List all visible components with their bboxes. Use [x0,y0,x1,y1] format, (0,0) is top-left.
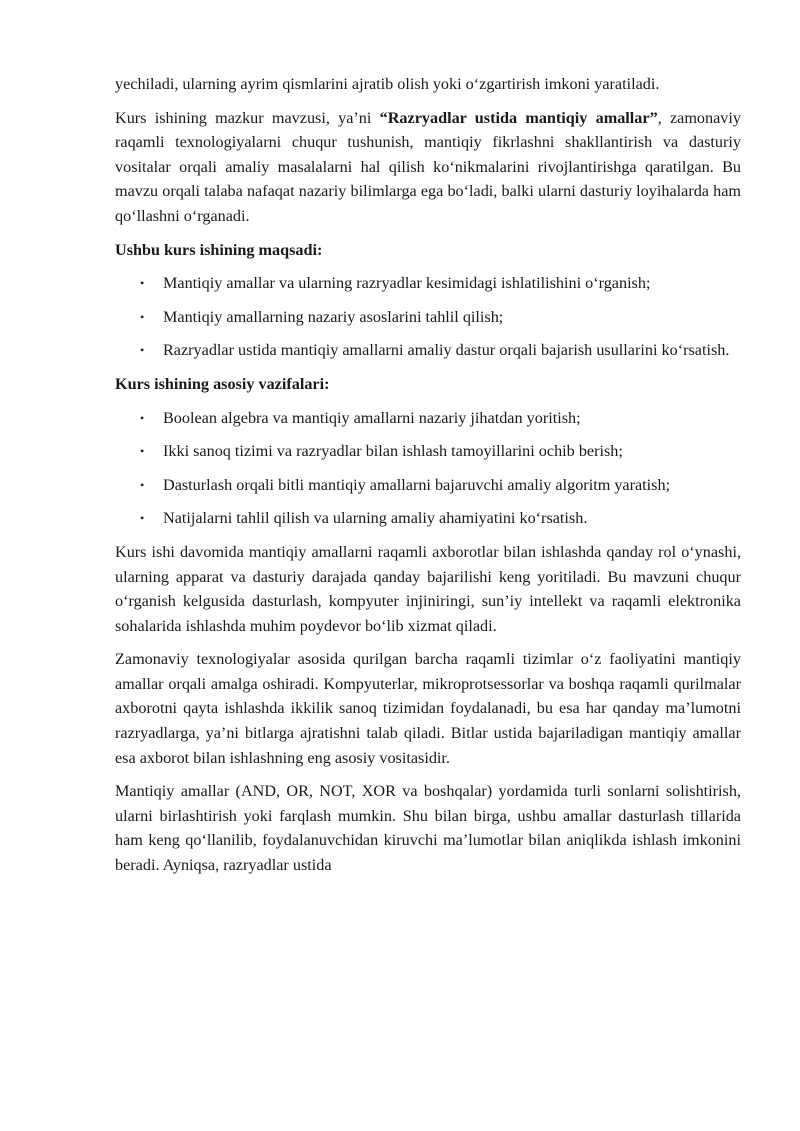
paragraph-topic [115,106,741,229]
list-item-text: Mantiqiy amallarning nazariy asoslarini tahlil qilish; [163,307,504,326]
list-item-text: Ikki sanoq tizimi va razryadlar bilan ishlash tamoyillarini ochib berish; [163,442,623,461]
bullet-icon: • [140,477,145,492]
topic-title: “Razryadlar ustida mantiqiy amallar” [379,108,658,127]
list-item [115,473,741,498]
tasks-heading: Kurs ishining asosiy vazifalari: [115,374,330,393]
list-item [115,439,741,464]
paragraph-intro-continuation: yechiladi, ularning ayrim qismlarini ajratib olish yoki o‘zgartirish imkoni yaratiladi. [115,75,660,93]
bullet-icon: • [140,410,145,425]
list-item-text: Dasturlash orqali bitli mantiqiy amallarni bajaruvchi amaliy algoritm yaratish; [163,475,671,494]
list-item-text: Natijalarni tahlil qilish va ularning amaliy ahamiyatini ko‘rsatish. [163,509,588,528]
goals-heading: Ushbu kurs ishining maqsadi: [115,240,323,259]
bullet-icon: • [140,444,145,459]
list-item-text: Razryadlar ustida mantiqiy amallarni amaliy dastur orqali bajarish usullarini ko‘rsatish. [163,341,730,360]
document-page [115,72,741,887]
list-item [115,305,741,330]
paragraph-topic-rest: , zamonaviy raqamli texnologiyalarni chuqur tushunish, mantiqiy fikrlashni shakllantirish va dasturiy vositalar orqali amaliy masalalarni hal qilish ko‘nikmalarini rivojlantirishga qaratilgan. Bu mavzu orqali talaba nafaqat nazariy bilimlarga ega bo‘ladi, balki ularni dasturiy loyihalarda ham qo‘llashni o‘rganadi. [115,108,741,225]
paragraph-digital-systems: Zamonaviy texnologiyalar asosida qurilgan barcha raqamli tizimlar o‘z faoliyatini mantiqiy amallar orqali amalga oshiradi. Kompyuterlar, mikroprotsessorlar va boshqa raqamli qurilmalar axborotni qayta ishlashda ikkilik sanoq tizimidan foydalanadi, bu esa har qanday ma’lumotni razryadlarga, ya’ni bitlarga ajratishni talab qiladi. Bitlar ustida bajariladigan mantiqiy amallar esa axborot bilan ishlashning eng asosiy vositasidir. [115,650,741,767]
list-item-text: Boolean algebra va mantiqiy amallarni nazariy jihatdan yoritish; [163,408,581,427]
paragraph-topic-lead: Kurs ishining mazkur mavzusi, ya’ni [115,108,380,127]
bullet-icon: • [140,511,145,526]
list-item [115,338,741,363]
paragraph-course-scope: Kurs ishi davomida mantiqiy amallarni raqamli axborotlar bilan ishlashda qanday rol o‘ynashi, ularning apparat va dasturiy darajada qanday bajarilishi keng yoritiladi. Bu mavzuni chuqur o‘rganish kelgusida dasturlash, kompyuter injiniringi, sun’iy intellekt va raqamli elektronika sohalarida ishlashda muhim poydevor bo‘lib xizmat qiladi. [115,542,741,635]
bullet-icon: • [140,276,145,291]
bullet-icon: • [140,309,145,324]
tasks-list [115,406,741,531]
paragraph-logic-operations: Mantiqiy amallar (AND, OR, NOT, XOR va boshqalar) yordamida turli sonlarni solishtirish, ularni birlashtirish yoki farqlash mumkin. Shu bilan birga, ushbu amallar dasturlash tillarida ham keng qo‘llanilib, foydalanuvchidan kiruvchi ma’lumotlar bilan aniqlikda ishlash imkonini beradi. Ayniqsa, razryadlar ustida [115,782,741,875]
list-item-text: Mantiqiy amallar va ularning razryadlar kesimidagi ishlatilishini o‘rganish; [163,274,651,293]
list-item [115,506,741,531]
list-item [115,406,741,431]
list-item [115,271,741,296]
bullet-icon: • [140,343,145,358]
goals-list [115,271,741,363]
